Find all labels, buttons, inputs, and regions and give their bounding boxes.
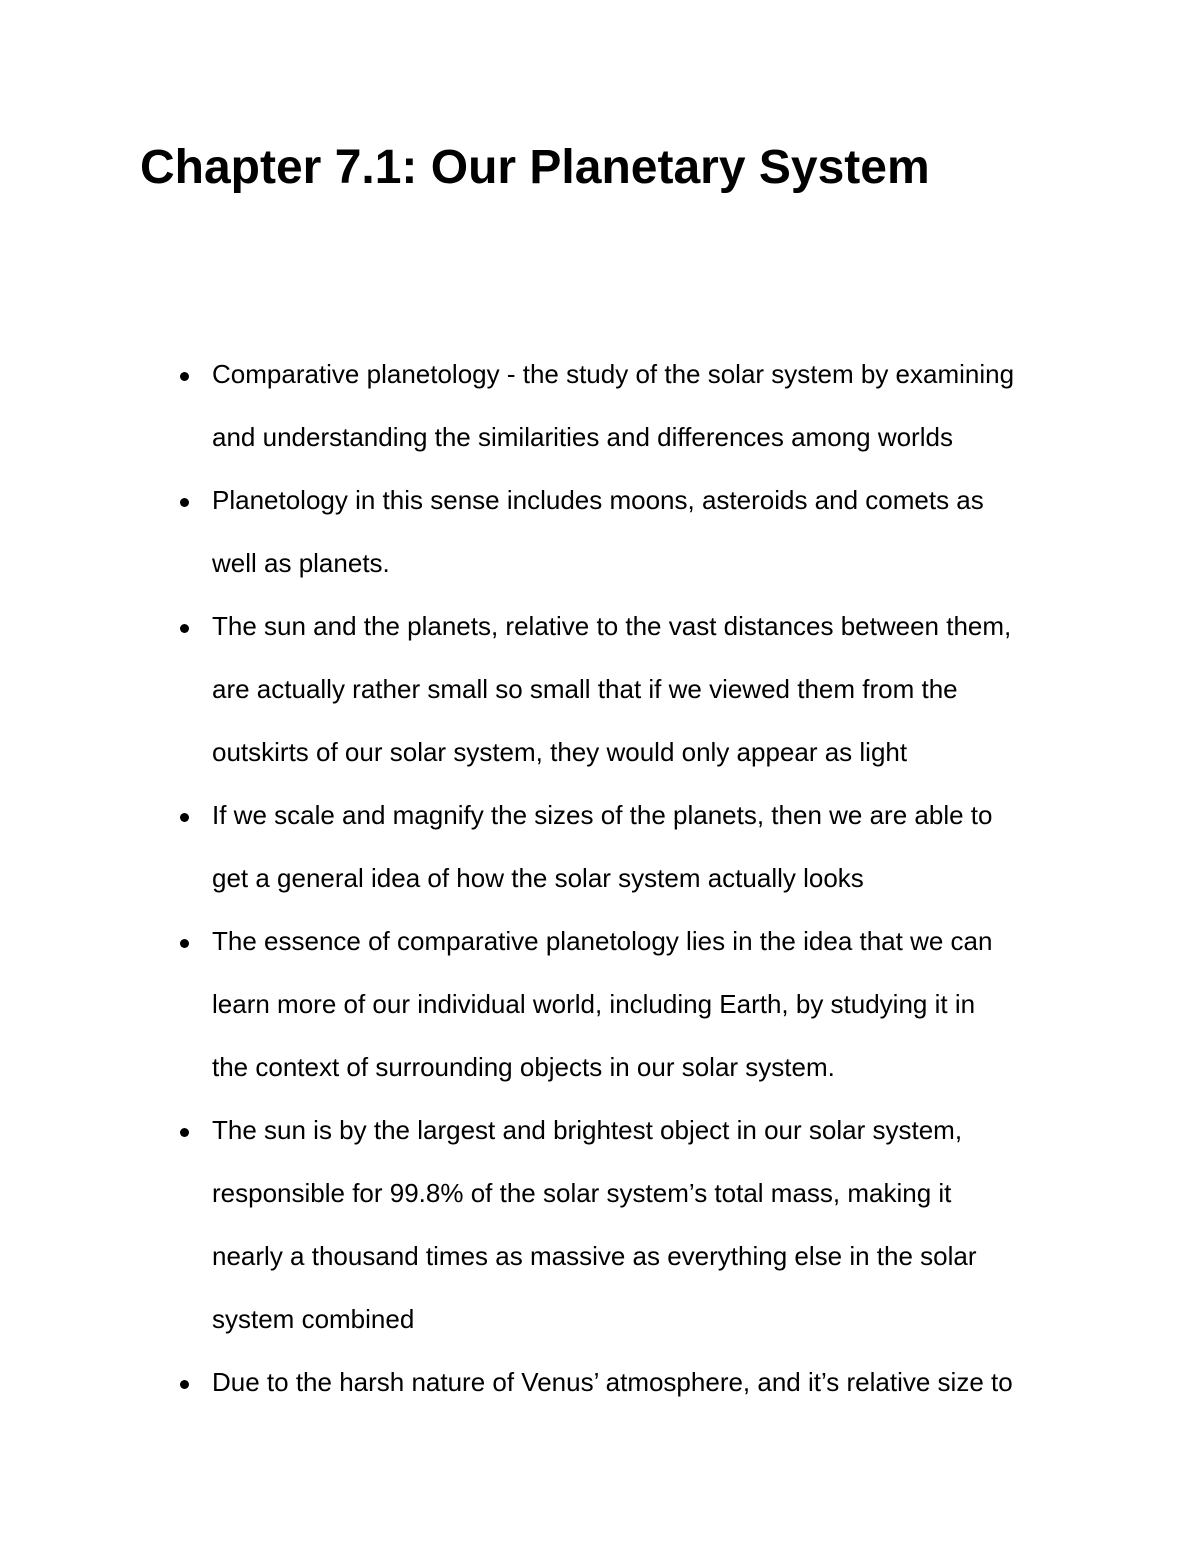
bullet-list	[0, 343, 1200, 1414]
list-item-line: are actually rather small so small that if we viewed them from the	[212, 674, 958, 704]
list-item-line: learn more of our individual world, including Earth, by studying it in	[212, 989, 976, 1019]
list-item-line: responsible for 99.8% of the solar system’s total mass, making it	[212, 1178, 952, 1208]
list-item-line: outskirts of our solar system, they would only appear as light	[212, 737, 908, 767]
bullet-icon	[180, 1128, 189, 1137]
list-item-line: If we scale and magnify the sizes of the planets, then we are able to	[212, 800, 993, 830]
list-item	[0, 595, 1200, 784]
list-item-line: Due to the harsh nature of Venus’ atmosphere, and it’s relative size to	[212, 1367, 1013, 1397]
page-title: Chapter 7.1: Our Planetary System	[140, 141, 930, 194]
list-item	[0, 910, 1200, 1099]
list-item-line: The essence of comparative planetology lies in the idea that we can	[212, 926, 993, 956]
bullet-icon	[180, 624, 189, 633]
list-item-line: and understanding the similarities and differences among worlds	[212, 422, 953, 452]
bullet-icon	[180, 939, 189, 948]
bullet-icon	[180, 372, 189, 381]
list-item-line: well as planets.	[212, 548, 390, 578]
list-item	[0, 469, 1200, 595]
list-item-line: The sun is by the largest and brightest object in our solar system,	[212, 1115, 963, 1145]
list-item-line: the context of surrounding objects in our solar system.	[212, 1052, 835, 1082]
bullet-icon	[180, 498, 189, 507]
bullet-icon	[180, 813, 189, 822]
list-item	[0, 1099, 1200, 1351]
list-item	[0, 1351, 1200, 1414]
list-item-line: nearly a thousand times as massive as everything else in the solar	[212, 1241, 977, 1271]
list-item	[0, 784, 1200, 910]
list-item-line: Planetology in this sense includes moons, asteroids and comets as	[212, 485, 984, 515]
list-item-line: system combined	[212, 1304, 415, 1334]
list-item-line: Comparative planetology - the study of the solar system by examining	[212, 359, 1015, 389]
list-item-line: The sun and the planets, relative to the vast distances between them,	[212, 611, 1012, 641]
list-item-line: get a general idea of how the solar system actually looks	[212, 863, 864, 893]
bullet-icon	[180, 1380, 189, 1389]
list-item	[0, 343, 1200, 469]
